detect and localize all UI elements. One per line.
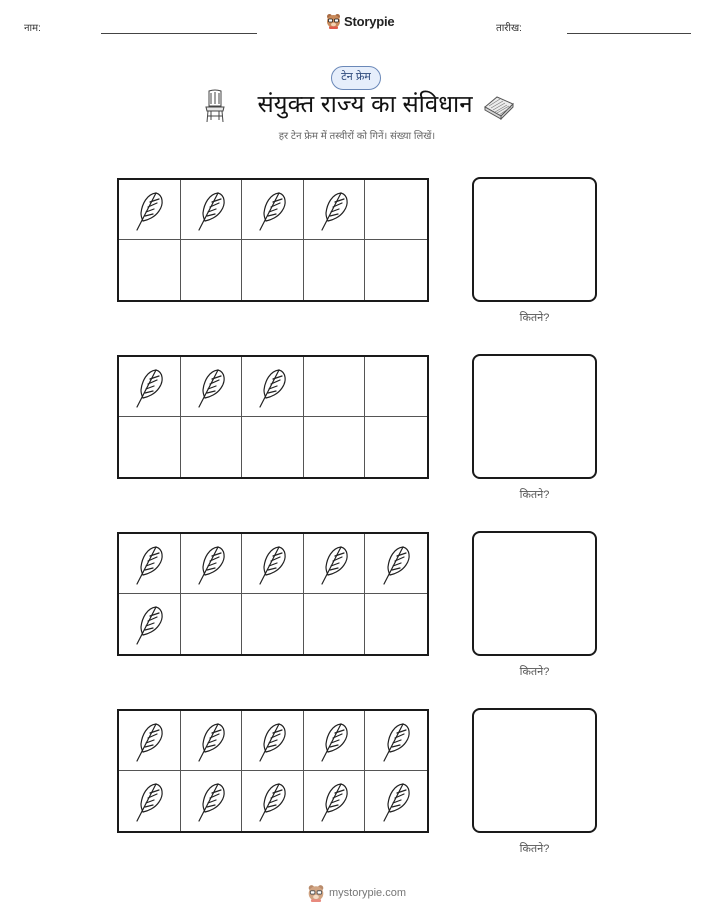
quill-feather-icon [194,779,228,823]
ten-frame-cell [242,594,304,654]
ten-frame-cell [119,534,181,594]
quill-feather-icon [379,779,413,823]
ten-frame-cell [304,180,366,240]
footer [307,884,406,902]
ten-frame-cell [304,534,366,594]
ten-frame-cell [242,357,304,417]
ten-frame-cell [365,534,427,594]
quill-feather-icon [255,365,289,409]
quill-feather-icon [194,365,228,409]
quill-feather-icon [132,365,166,409]
ten-frame-cell [304,417,366,477]
ten-frame-cell [365,594,427,654]
quill-feather-icon [132,188,166,232]
ten-frame-cell [242,534,304,594]
ten-frame [117,178,429,302]
ten-frame-cell [242,711,304,771]
ten-frame-cell [181,180,243,240]
brand-name: Storypie [344,13,395,29]
bear-mascot-icon [307,884,325,902]
ten-frame-cell [304,711,366,771]
ten-frame-cell [242,417,304,477]
quill-feather-icon [317,779,351,823]
answer-label: कितने? [519,843,550,855]
ten-frame [117,532,429,656]
ten-frame [117,709,429,833]
ten-frame-cell [181,240,243,300]
quill-feather-icon [255,719,289,763]
ten-frame-cell [119,594,181,654]
answer-box[interactable] [472,177,597,302]
ten-frame-cell [242,240,304,300]
quill-feather-icon [132,779,166,823]
quill-feather-icon [255,779,289,823]
answer-label: कितने? [519,312,550,324]
ten-frame-cell [181,771,243,831]
ten-frame-cell [119,711,181,771]
ten-frame-cell [181,594,243,654]
ten-frame-cell [119,417,181,477]
ten-frame-cell [181,417,243,477]
worksheet-type-badge: टेन फ्रेम [331,66,381,90]
ten-frame-cell [119,180,181,240]
ten-frame-cell [242,771,304,831]
quill-feather-icon [317,719,351,763]
ten-frame-cell [365,417,427,477]
date-line[interactable] [567,33,691,34]
date-label: तारीख: [496,23,522,34]
ten-frame-cell [365,240,427,300]
ten-frame-cell [119,240,181,300]
ten-frame [117,355,429,479]
ten-frame-cell [365,711,427,771]
quill-feather-icon [255,542,289,586]
ten-frame-cell [181,534,243,594]
answer-box[interactable] [472,531,597,656]
ten-frame-cell [119,771,181,831]
quill-feather-icon [194,188,228,232]
quill-feather-icon [317,188,351,232]
scroll-icon [482,94,516,120]
ten-frame-cell [181,357,243,417]
ten-frame-cell [304,771,366,831]
instructions: हर टेन फ्रेम में तस्वीरों को गिनें। संख्या लिखें। [278,131,436,142]
quill-feather-icon [194,542,228,586]
answer-label: कितने? [519,666,550,678]
name-line[interactable] [101,33,257,34]
footer-url: mystorypie.com [329,887,407,899]
ten-frame-cell [304,594,366,654]
bear-mascot-icon [326,13,341,29]
ten-frame-cell [365,357,427,417]
answer-box[interactable] [472,708,597,833]
ten-frame-cell [119,357,181,417]
ten-frame-cell [304,357,366,417]
answer-label: कितने? [519,489,550,501]
quill-feather-icon [379,719,413,763]
quill-feather-icon [132,542,166,586]
quill-feather-icon [379,542,413,586]
ten-frame-cell [365,180,427,240]
quill-feather-icon [317,542,351,586]
ten-frame-cell [181,711,243,771]
quill-feather-icon [194,719,228,763]
quill-feather-icon [132,719,166,763]
quill-feather-icon [132,602,166,646]
ten-frame-cell [365,771,427,831]
name-label: नाम: [24,23,41,34]
quill-feather-icon [255,188,289,232]
ten-frame-cell [242,180,304,240]
brand-logo [326,13,394,29]
answer-box[interactable] [472,354,597,479]
ten-frame-cell [304,240,366,300]
page-title: संयुक्त राज्य का संविधान [257,91,473,118]
